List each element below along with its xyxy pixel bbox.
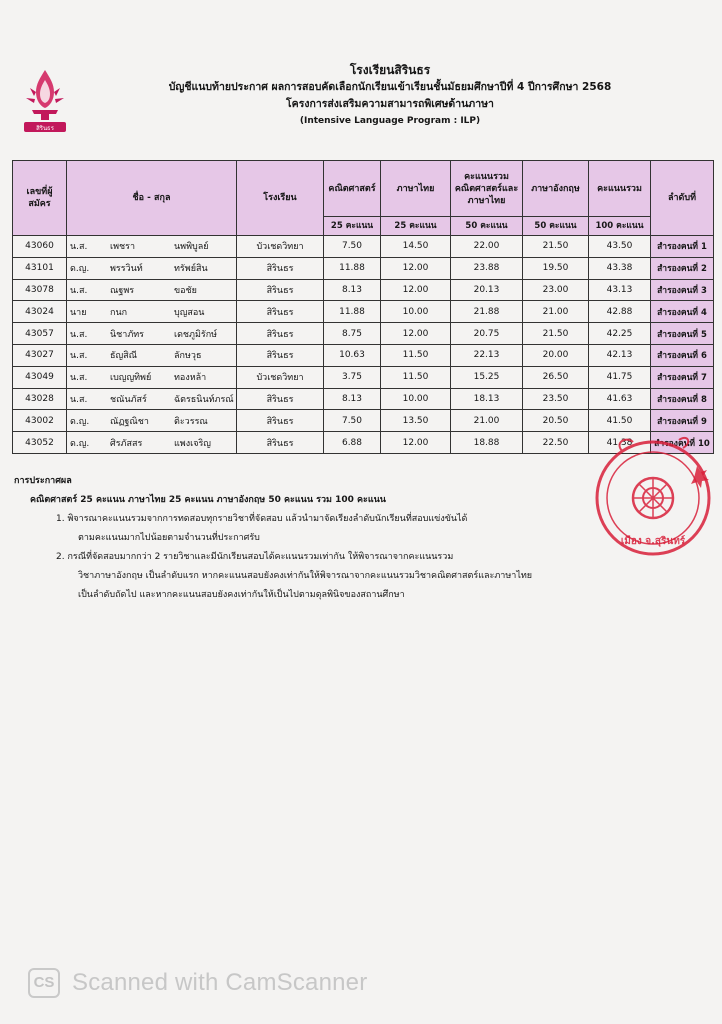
cell-math: 10.63	[324, 344, 381, 366]
note-item-1-line-2: ตามคะแนนมากไปน้อยตามจำนวนที่ประกาศรับ	[78, 533, 260, 543]
cell-total: 41.50	[589, 410, 651, 432]
cell-applicant-id: 43057	[13, 323, 67, 345]
table-row	[13, 236, 714, 258]
cell-name	[67, 366, 237, 388]
document-header	[80, 62, 700, 130]
cell-applicant-id: 43002	[13, 410, 67, 432]
camscanner-logo-icon: CS	[28, 968, 60, 998]
header-math-thai-total: คะแนนรวมคณิตศาสตร์และภาษาไทย	[451, 161, 523, 217]
first-name: เบญญทิพย์	[110, 373, 152, 384]
cell-school: สิรินธร	[237, 432, 324, 454]
cell-thai: 12.00	[381, 432, 451, 454]
cell-math-thai-total: 20.13	[451, 279, 523, 301]
first-name: นิชาภัทร	[110, 329, 145, 340]
header-applicant-id: เลขที่ผู้สมัคร	[13, 161, 67, 236]
header-total: คะแนนรวม	[589, 161, 651, 217]
cell-school: สิรินธร	[237, 344, 324, 366]
cell-name	[67, 236, 237, 258]
school-name: โรงเรียนสิรินธร	[349, 63, 431, 77]
last-name: ฉัตรธนินท์ภรณ์	[174, 394, 234, 405]
cell-applicant-id: 43101	[13, 257, 67, 279]
scoring-summary: คณิตศาสตร์ 25 คะแนน ภาษาไทย 25 คะแนน ภาษาอังกฤษ 50 คะแนน รวม 100 คะแนน	[30, 495, 386, 505]
cell-name	[67, 257, 237, 279]
announcement-title: บัญชีแนบท้ายประกาศ ผลการสอบคัดเลือกนักเรียนเข้าเรียนชั้นมัธยมศึกษาปีที่ 4 ปีการศึกษา 2568	[168, 81, 612, 93]
results-table	[12, 160, 714, 454]
cell-school: สิรินธร	[237, 301, 324, 323]
cell-name	[67, 344, 237, 366]
cell-math: 7.50	[324, 410, 381, 432]
cell-english: 23.00	[523, 279, 589, 301]
cell-english: 26.50	[523, 366, 589, 388]
name-prefix: น.ส.	[70, 242, 88, 253]
cell-math: 11.88	[324, 257, 381, 279]
cell-rank: สำรองคนที่ 5	[651, 323, 714, 345]
table-row	[13, 323, 714, 345]
note-item-2-line-3: เป็นลำดับถัดไป และหากคะแนนสอบยังคงเท่ากันให้เป็นไปตามดุลพินิจของสถานศึกษา	[78, 590, 405, 600]
cell-applicant-id: 43024	[13, 301, 67, 323]
first-name: ศิรภัสสร	[110, 438, 143, 449]
cell-school: สิรินธร	[237, 323, 324, 345]
table-row	[13, 257, 714, 279]
first-name: เพชรา	[110, 242, 136, 253]
cell-name	[67, 410, 237, 432]
cell-applicant-id: 43060	[13, 236, 67, 258]
program-title: โครงการส่งเสริมความสามารถพิเศษด้านภาษา	[286, 98, 494, 110]
cell-math-thai-total: 21.88	[451, 301, 523, 323]
cell-math: 8.13	[324, 388, 381, 410]
cell-applicant-id: 43078	[13, 279, 67, 301]
cell-english: 20.50	[523, 410, 589, 432]
table-row	[13, 344, 714, 366]
subheader-math: 25 คะแนน	[324, 217, 381, 236]
last-name: ติะวรรณ	[174, 416, 208, 427]
cell-math-thai-total: 15.25	[451, 366, 523, 388]
cell-rank: สำรองคนที่ 1	[651, 236, 714, 258]
cell-total: 41.38	[589, 432, 651, 454]
cell-math-thai-total: 18.13	[451, 388, 523, 410]
cell-total: 43.38	[589, 257, 651, 279]
emblem-text: สิรินธร	[36, 125, 54, 132]
cell-math: 11.88	[324, 301, 381, 323]
cell-rank: สำรองคนที่ 6	[651, 344, 714, 366]
cell-thai: 12.00	[381, 257, 451, 279]
last-name: เดชภูมิรักษ์	[174, 329, 218, 340]
cell-thai: 13.50	[381, 410, 451, 432]
cell-thai: 11.50	[381, 344, 451, 366]
name-prefix: น.ส.	[70, 394, 88, 405]
last-name: ลักษวุธ	[174, 351, 202, 362]
school-emblem-icon	[22, 66, 68, 138]
table-row	[13, 279, 714, 301]
name-prefix: นาย	[70, 307, 87, 318]
camscanner-text: Scanned with CamScanner	[72, 969, 368, 996]
cell-name	[67, 432, 237, 454]
cell-english: 21.00	[523, 301, 589, 323]
cell-applicant-id: 43027	[13, 344, 67, 366]
cell-applicant-id: 43049	[13, 366, 67, 388]
cell-school: บัวเชดวิทยา	[237, 236, 324, 258]
cell-thai: 10.00	[381, 388, 451, 410]
cell-rank: สำรองคนที่ 2	[651, 257, 714, 279]
table-row	[13, 301, 714, 323]
cell-english: 23.50	[523, 388, 589, 410]
cell-math: 3.75	[324, 366, 381, 388]
cell-english: 20.00	[523, 344, 589, 366]
announcement-notes	[14, 472, 614, 605]
cell-math-thai-total: 23.88	[451, 257, 523, 279]
cell-total: 41.63	[589, 388, 651, 410]
cell-rank: สำรองคนที่ 9	[651, 410, 714, 432]
name-prefix: น.ส.	[70, 329, 88, 340]
notes-heading: การประกาศผล	[14, 476, 72, 486]
last-name: บุญสอน	[174, 307, 205, 318]
cell-school: บัวเชดวิทยา	[237, 366, 324, 388]
subheader-english: 50 คะแนน	[523, 217, 589, 236]
last-name: ทรัพย์สิน	[174, 264, 208, 275]
name-prefix: ด.ญ.	[70, 438, 90, 449]
header-school: โรงเรียน	[237, 161, 324, 236]
first-name: ชณันภัสร์	[110, 394, 147, 405]
cell-english: 21.50	[523, 323, 589, 345]
cell-applicant-id: 43028	[13, 388, 67, 410]
cell-school: สิรินธร	[237, 257, 324, 279]
camscanner-watermark	[28, 968, 367, 998]
name-prefix: ด.ญ.	[70, 416, 90, 427]
cell-math: 6.88	[324, 432, 381, 454]
cell-rank: สำรองคนที่ 10	[651, 432, 714, 454]
first-name: ณัฏฐณิชา	[110, 416, 149, 427]
cell-rank: สำรองคนที่ 4	[651, 301, 714, 323]
first-name: ธัญสิณี	[110, 351, 138, 362]
name-prefix: น.ส.	[70, 285, 88, 296]
cell-rank: สำรองคนที่ 3	[651, 279, 714, 301]
cell-name	[67, 279, 237, 301]
cell-total: 43.50	[589, 236, 651, 258]
note-item-1-line-1: 1. พิจารณาคะแนนรวมจากการทดสอบทุกรายวิชาที่จัดสอบ แล้วนำมาจัดเรียงลำดับนักเรียนที่สอบแข่งขันได้	[56, 514, 468, 524]
name-prefix: น.ส.	[70, 351, 88, 362]
note-item-2-line-1: 2. กรณีที่จัดสอบมากกว่า 2 รายวิชาและมีนักเรียนสอบได้คะแนนรวมเท่ากัน ให้พิจารณาจากคะแนนรวม	[56, 552, 454, 562]
cell-total: 42.25	[589, 323, 651, 345]
last-name: นพพิบูลย์	[174, 242, 209, 253]
cell-total: 42.88	[589, 301, 651, 323]
cell-math-thai-total: 18.88	[451, 432, 523, 454]
subheader-math-thai-total: 50 คะแนน	[451, 217, 523, 236]
header-english: ภาษาอังกฤษ	[523, 161, 589, 217]
stamp-text: เมือง จ.สุรินทร์	[620, 536, 686, 547]
cell-math-thai-total: 22.13	[451, 344, 523, 366]
cell-math-thai-total: 20.75	[451, 323, 523, 345]
cell-rank: สำรองคนที่ 8	[651, 388, 714, 410]
cell-total: 42.13	[589, 344, 651, 366]
header-rank: ลำดับที่	[651, 161, 714, 236]
cell-math: 8.13	[324, 279, 381, 301]
cell-thai: 12.00	[381, 279, 451, 301]
cell-school: สิรินธร	[237, 388, 324, 410]
cell-english: 19.50	[523, 257, 589, 279]
cell-thai: 11.50	[381, 366, 451, 388]
cell-total: 43.13	[589, 279, 651, 301]
note-item-2-line-2: วิชาภาษาอังกฤษ เป็นลำดับแรก หากคะแนนสอบยังคงเท่ากันให้พิจารณาจากคะแนนรวมวิชาคณิตศาสตร์และภาษาไทย	[78, 571, 533, 581]
last-name: ขอชัย	[174, 285, 197, 296]
cell-english: 22.50	[523, 432, 589, 454]
cell-school: สิรินธร	[237, 410, 324, 432]
header-name: ชื่อ - สกุล	[67, 161, 237, 236]
cell-rank: สำรองคนที่ 7	[651, 366, 714, 388]
cell-total: 41.75	[589, 366, 651, 388]
cell-applicant-id: 43052	[13, 432, 67, 454]
cell-math-thai-total: 22.00	[451, 236, 523, 258]
header-thai: ภาษาไทย	[381, 161, 451, 217]
last-name: แพงเจริญ	[174, 438, 211, 449]
cell-math-thai-total: 21.00	[451, 410, 523, 432]
header-math: คณิตศาสตร์	[324, 161, 381, 217]
cell-thai: 10.00	[381, 301, 451, 323]
official-seal-stamp-icon	[583, 412, 719, 568]
name-prefix: น.ส.	[70, 373, 88, 384]
cell-thai: 14.50	[381, 236, 451, 258]
cell-thai: 12.00	[381, 323, 451, 345]
cell-name	[67, 323, 237, 345]
first-name: ณฐพร	[110, 285, 135, 296]
table-row	[13, 388, 714, 410]
program-title-en: (Intensive Language Program : ILP)	[299, 116, 481, 126]
first-name: กนก	[110, 307, 128, 318]
cell-math: 7.50	[324, 236, 381, 258]
table-row	[13, 366, 714, 388]
last-name: ทองหล้า	[174, 373, 207, 384]
cell-school: สิรินธร	[237, 279, 324, 301]
subheader-thai: 25 คะแนน	[381, 217, 451, 236]
first-name: พรรวินท์	[110, 264, 143, 275]
cell-name	[67, 388, 237, 410]
subheader-total: 100 คะแนน	[589, 217, 651, 236]
name-prefix: ด.ญ.	[70, 264, 90, 275]
cell-math: 8.75	[324, 323, 381, 345]
cell-english: 21.50	[523, 236, 589, 258]
cell-name	[67, 301, 237, 323]
